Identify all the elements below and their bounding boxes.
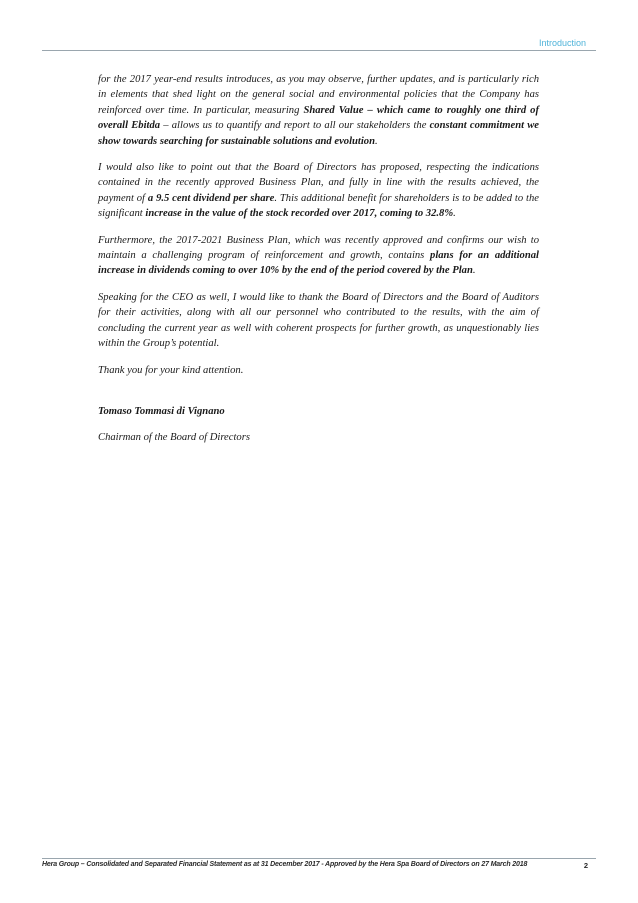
paragraph-1-text-a: for the 2017 year-end results introduces, as you may observe, further updates, and is particularly rich in elements that shed light on the general social and environmental policies that the Company has reinforced over time. In particular, measuring — [98, 74, 539, 116]
paragraph-1-text-e: . — [374, 135, 378, 147]
paragraph-1 — [98, 72, 539, 149]
paragraph-2 — [98, 160, 539, 222]
paragraph-4: Speaking for the CEO as well, I would like to thank the Board of Directors and the Board of Auditors for their activities, along with all our personnel who contributed to the results, with the aim of concluding the current year as well with coherent prospects for further growth, as unquestionably lies within the Group’s potential. — [98, 291, 539, 350]
paragraph-2-text-e: . — [453, 208, 456, 220]
paragraph-1-bold-b: Shared Value – which came to roughly one third of overall Ebitda — [98, 104, 540, 132]
signatory-name: Tomaso Tommasi di Vignano — [98, 405, 225, 417]
signatory-title: Chairman of the Board of Directors — [98, 432, 250, 444]
header-divider — [42, 50, 596, 51]
footer-divider — [42, 858, 596, 859]
paragraph-3-bold-b: plans for an additional increase in dividends coming to over 10% by the end of the period covered by the Plan — [98, 250, 539, 277]
header-section-label: Introduction — [538, 38, 586, 48]
paragraph-1-bold-d: constant commitment we show towards searching for sustainable solutions and evolution — [98, 120, 540, 147]
letter-body — [98, 72, 539, 457]
paragraph-2-text-c: . This additional benefit for shareholders is to be added to the significant — [98, 192, 539, 220]
paragraph-1-text-c: – allows us to quantify and report to all our stakeholders the — [160, 120, 430, 132]
paragraph-5: Thank you for your kind attention. — [98, 364, 244, 376]
paragraph-2-text-a: I would also like to point out that the Board of Directors has proposed, respecting the indications contained in the recently approved Business Plan, and fully in line with the results achieved, the payment of — [98, 162, 539, 204]
paragraph-2-bold-b: a 9.5 cent dividend per share — [147, 192, 275, 204]
paragraph-3 — [98, 233, 539, 279]
page-number: 2 — [583, 861, 588, 870]
paragraph-3-text-c: . — [472, 265, 476, 277]
paragraph-3-text-a: Furthermore, the 2017-2021 Business Plan, which was recently approved and confirms our wish to maintain a challenging program of reinforcement and growth, contains — [98, 234, 539, 262]
paragraph-2-bold-d: increase in the value of the stock recorded over 2017, coming to 32.8% — [145, 208, 454, 220]
footer-text: Hera Group – Consolidated and Separated Financial Statement as at 31 December 2017 - Approved by the Hera Spa Board of Directors on 27 March 2018 — [42, 861, 528, 868]
